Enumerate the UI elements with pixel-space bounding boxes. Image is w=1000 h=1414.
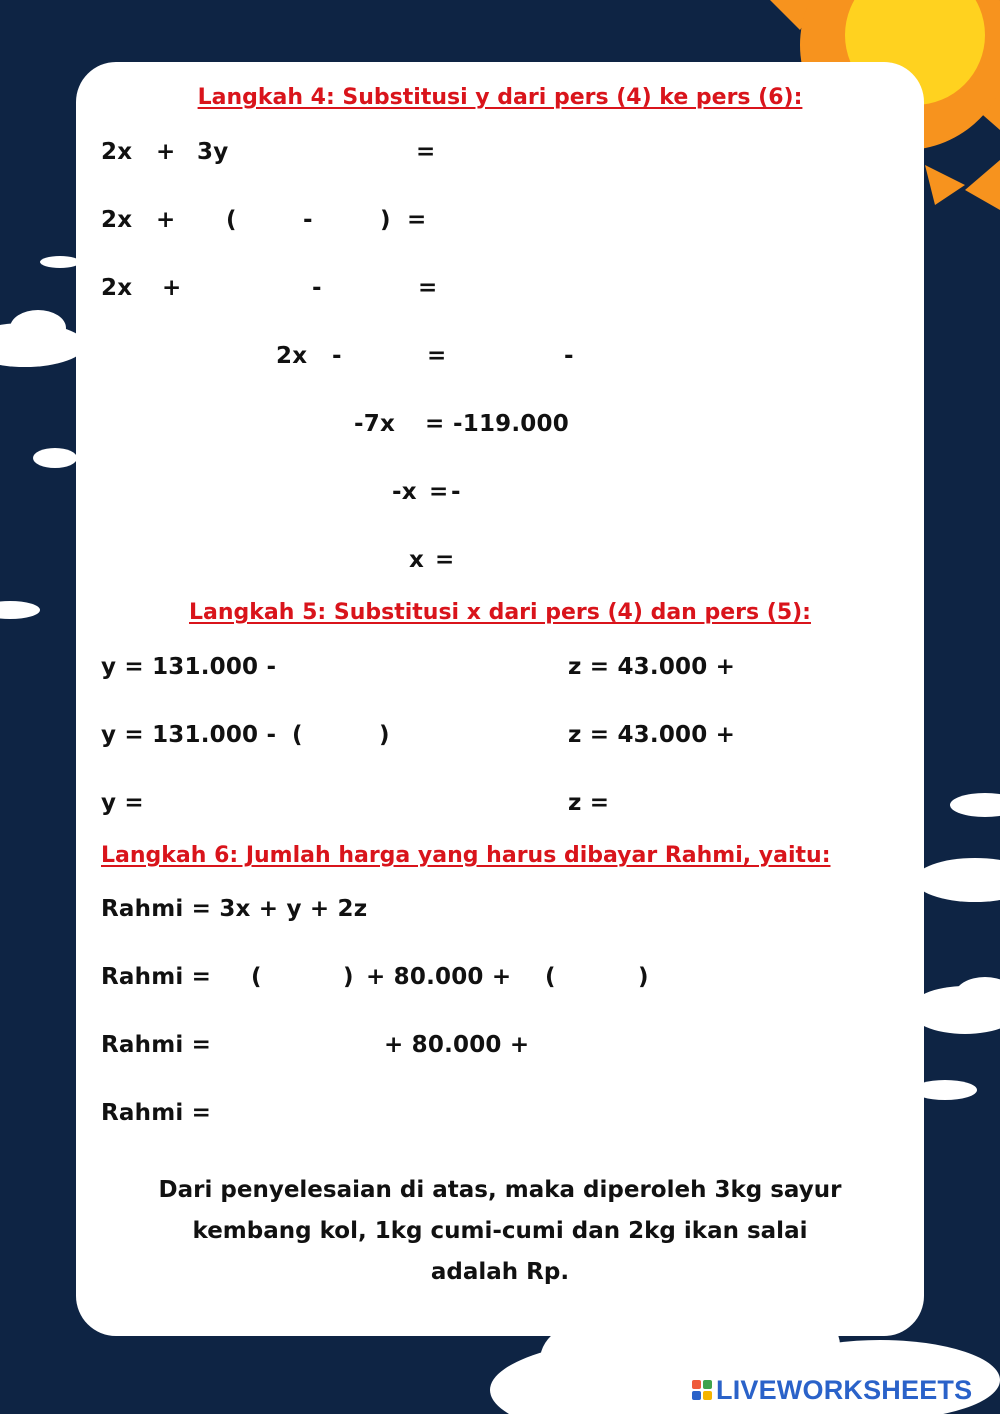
eq-term: x — [409, 547, 425, 573]
z-equation: z = — [568, 790, 610, 816]
logo-tile — [692, 1380, 701, 1389]
eq-operator: - — [564, 343, 574, 369]
eq-operator: - — [312, 275, 322, 301]
eq-operator: - — [332, 343, 342, 369]
step4-heading: Langkah 4: Substitusi y dari pers (4) ke pers (6): — [197, 85, 803, 110]
eq-term: -7x — [354, 411, 395, 437]
eq-term: 2x — [101, 207, 133, 233]
eq-operator: = — [435, 547, 455, 573]
eq-paren: ( — [292, 722, 303, 748]
eq-operator: = — [425, 411, 445, 437]
eq-paren: ) — [379, 722, 390, 748]
conclusion-line: kembang kol, 1kg cumi-cumi dan 2kg ikan salai — [192, 1218, 808, 1244]
logo-tile — [703, 1380, 712, 1389]
eq-term: -x — [392, 479, 417, 505]
eq-operator: = — [407, 207, 427, 233]
eq-operator: - — [303, 207, 313, 233]
eq-operator: - — [451, 479, 461, 505]
worksheet-card — [76, 62, 924, 1336]
conclusion-line: Dari penyelesaian di atas, maka diperoleh 3kg sayur — [158, 1177, 842, 1203]
logo-tile — [692, 1391, 701, 1400]
eq-operator: + — [156, 207, 176, 233]
eq-value: + 80.000 + — [384, 1032, 530, 1058]
y-equation: y = 131.000 - — [101, 722, 277, 748]
rahmi-equation: Rahmi = 3x + y + 2z — [101, 896, 368, 922]
brand-name: LIVEWORKSHEETS — [716, 1374, 973, 1405]
z-equation: z = 43.000 + — [568, 654, 736, 680]
eq-value: -119.000 — [453, 411, 569, 437]
eq-paren: ( — [545, 964, 556, 990]
conclusion-line: adalah Rp. — [430, 1259, 570, 1285]
eq-operator: = — [416, 139, 436, 165]
eq-term: 2x — [101, 275, 133, 301]
rahmi-equation: Rahmi = — [101, 1032, 212, 1058]
logo-tile — [703, 1391, 712, 1400]
eq-paren: ) — [380, 207, 391, 233]
y-equation: y = — [101, 790, 144, 816]
y-equation: y = 131.000 - — [101, 654, 277, 680]
eq-operator: = — [418, 275, 438, 301]
step5-heading: Langkah 5: Substitusi x dari pers (4) dan pers (5): — [189, 600, 811, 625]
rahmi-equation: Rahmi = — [101, 1100, 212, 1126]
eq-operator: + — [162, 275, 182, 301]
eq-term: 3y — [197, 139, 229, 165]
eq-term: 2x — [101, 139, 133, 165]
eq-operator: = — [429, 479, 449, 505]
eq-paren: ( — [226, 207, 237, 233]
eq-paren: ) — [343, 964, 354, 990]
step6-heading: Langkah 6: Jumlah harga yang harus dibayar Rahmi, yaitu: — [101, 843, 831, 868]
eq-paren: ( — [251, 964, 262, 990]
eq-value: + 80.000 + — [366, 964, 512, 990]
conclusion — [120, 1170, 880, 1293]
eq-paren: ) — [638, 964, 649, 990]
rahmi-equation: Rahmi = — [101, 964, 212, 990]
eq-term: 2x — [276, 343, 308, 369]
liveworksheets-logo — [692, 1376, 972, 1404]
eq-operator: = — [427, 343, 447, 369]
eq-operator: + — [156, 139, 176, 165]
logo-grid-icon — [692, 1380, 712, 1400]
z-equation: z = 43.000 + — [568, 722, 736, 748]
